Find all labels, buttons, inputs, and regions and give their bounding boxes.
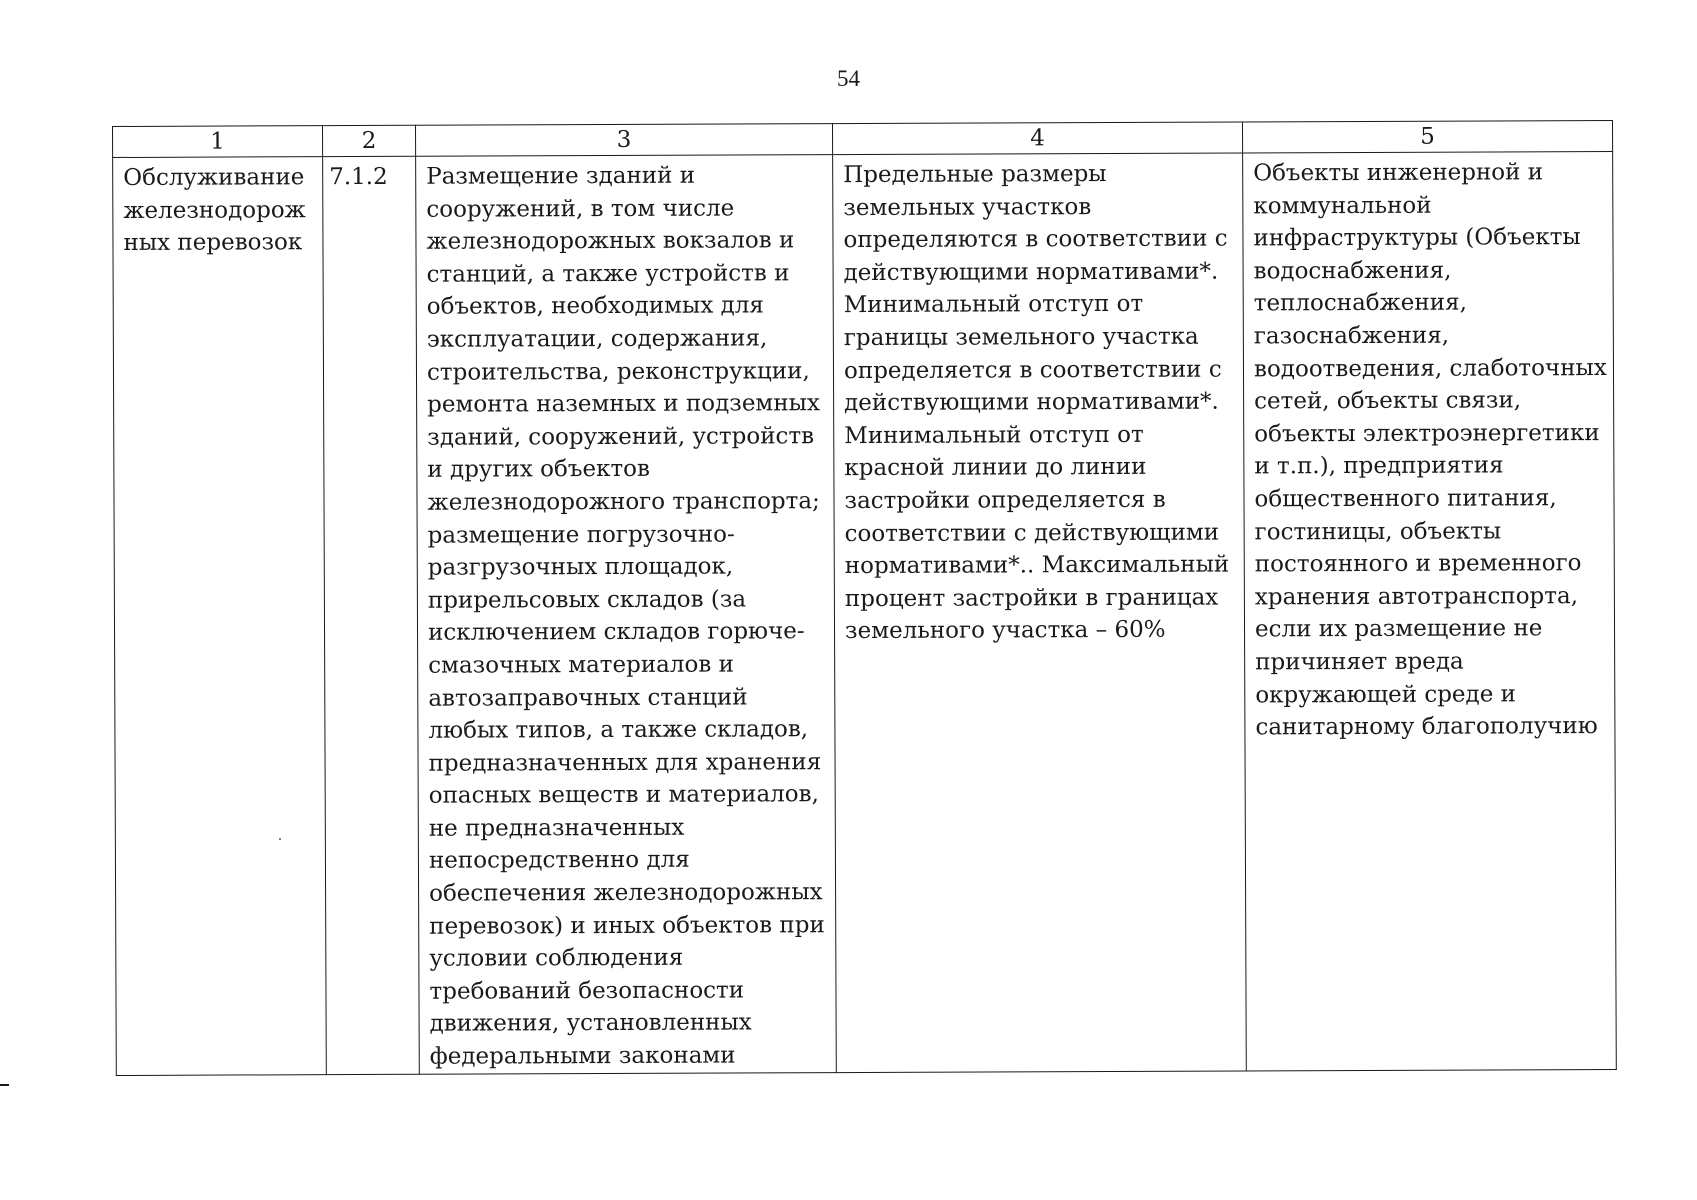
column-header-1: 1 bbox=[113, 126, 323, 158]
column-header-3: 3 bbox=[415, 124, 832, 157]
column-header-2: 2 bbox=[323, 125, 416, 156]
column-header-5: 5 bbox=[1242, 120, 1612, 152]
cell-use-code: 7.1.2 bbox=[323, 156, 420, 1074]
cell-use-name: Обслуживание железнодорожных перевозок bbox=[113, 157, 327, 1075]
table-row bbox=[113, 151, 1617, 1075]
cell-parameters: Предельные размеры земельных участков определяются в соответствии с действующими нормативами*. Минимальный отступ от границы земельного участка определяется в соответствии с действующими нормативами*. Минимальный отступ от красной линии до линии застройки определяется в соответствии с действующими нормативами*.. Максимальный процент застройки в границах земельного участка – 60% bbox=[833, 153, 1247, 1072]
column-header-4: 4 bbox=[832, 122, 1242, 155]
zoning-table bbox=[112, 120, 1617, 1076]
cell-auxiliary-uses: Объекты инженерной и коммунальной инфраструктуры (Объекты водоснабжения, теплоснабжения, газоснабжения, водоотведения, слаботочных сетей, объекты связи, объекты электроэнергетики и т.п.), предприятия общественного питания, гостиницы, объекты постоянного и временного хранения автотранспорта, если их размещение не причиняет вреда окружающей среде и санитарному благополучию bbox=[1243, 151, 1617, 1070]
page-number: 54 bbox=[837, 66, 860, 91]
cell-use-description: Размещение зданий и сооружений, в том числе железнодорожных вокзалов и станций, а также устройств и объектов, необходимых для эксплуатации, содержания, строительства, реконструкции, ремонта наземных и подземных зданий, сооружений, устройств и других объектов железнодорожного транспорта; размещение погрузочно-разгрузочных площадок, прирельсовых складов (за исключением складов горюче-смазочных материалов и автозаправочных станций любых типов, а также складов, предназначенных для хранения опасных веществ и материалов, не предназначенных непосредственно для обеспечения железнодорожных перевозок) и иных объектов при условии соблюдения требований безопасности движения, установленных федеральными законами bbox=[416, 155, 837, 1074]
scan-edge-mark bbox=[0, 1084, 9, 1086]
scan-speck bbox=[279, 838, 281, 840]
